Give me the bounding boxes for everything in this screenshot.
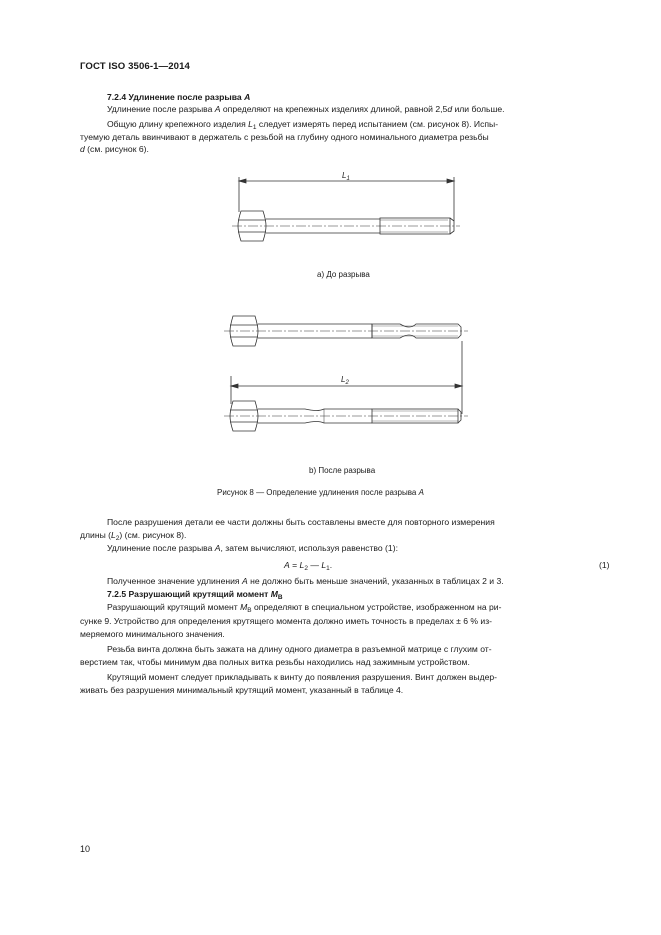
dimension-label-l1: $L_1$: [342, 171, 350, 182]
figure-title: Рисунок 8 — Определение удлинения после разрыва A: [217, 488, 424, 497]
paragraph-line: После разрушения детали ее части должны быть составлены вместе для повторного измерения: [107, 517, 495, 527]
paragraph-line: сунке 9. Устройство для определения крутящего момента должно иметь точность в пределах ± 6 % из-: [80, 616, 493, 626]
page-number: 10: [80, 844, 91, 854]
paragraph-line: верстием так, чтобы минимум два полных витка резьбы находились над зажимным устройством.: [80, 657, 470, 667]
paragraph-line: Крутящий момент следует прикладывать к винту до появления разрушения. Винт должен выдер-: [107, 672, 498, 682]
formula-1: $A = L_2$ — $L_1$.: [284, 560, 333, 572]
paragraph-line: туемую деталь ввинчивают в держатель с резьбой на глубину одного номинального диаметра резьбы: [80, 132, 489, 142]
figure-caption-b: b) После разрыва: [309, 466, 376, 475]
paragraph-line: Резьба винта должна быть зажата на длину одного диаметра в разъемной матрице с глухим от-: [107, 644, 492, 654]
dimension-label-l2: $L_2$: [341, 375, 349, 386]
document-header: ГОСТ ISO 3506-1—2014: [80, 61, 190, 72]
formula-number: (1): [599, 560, 610, 570]
paragraph-line: меряемого минимального значения.: [80, 629, 225, 639]
paragraph-line: длины $(L_2)$ (см. рисунок 8).: [80, 530, 187, 542]
bolt-after-rupture-drawing: [0, 300, 661, 460]
figure-caption-a: а) До разрыва: [317, 270, 370, 279]
paragraph-line: Общую длину крепежного изделия $L_1$ следует измерять перед испытанием (см. рисунок 8). Испы-: [107, 119, 499, 131]
paragraph-line: Полученное значение удлинения A не должно быть меньше значений, указанных в таблицах 2 и 3.: [107, 576, 504, 586]
section-heading-7-2-5: 7.2.5 Разрушающий крутящий момент $M_B$: [107, 589, 283, 601]
section-heading-7-2-4: 7.2.4 Удлинение после разрыва A: [107, 92, 251, 102]
paragraph-line: d (см. рисунок 6).: [80, 144, 149, 154]
paragraph-line: Удлинение после разрыва A, затем вычисляют, используя равенство (1):: [107, 543, 398, 553]
paragraph-line: Разрушающий крутящий момент $M_B$ определяют в специальном устройстве, изображенном на ри-: [107, 602, 502, 614]
paragraph-line: Удлинение после разрыва A определяют на крепежных изделиях длиной, равной 2,5d или больше.: [107, 104, 505, 114]
paragraph-line: живать без разрушения минимальный крутящий момент, указанный в таблице 4.: [80, 685, 404, 695]
